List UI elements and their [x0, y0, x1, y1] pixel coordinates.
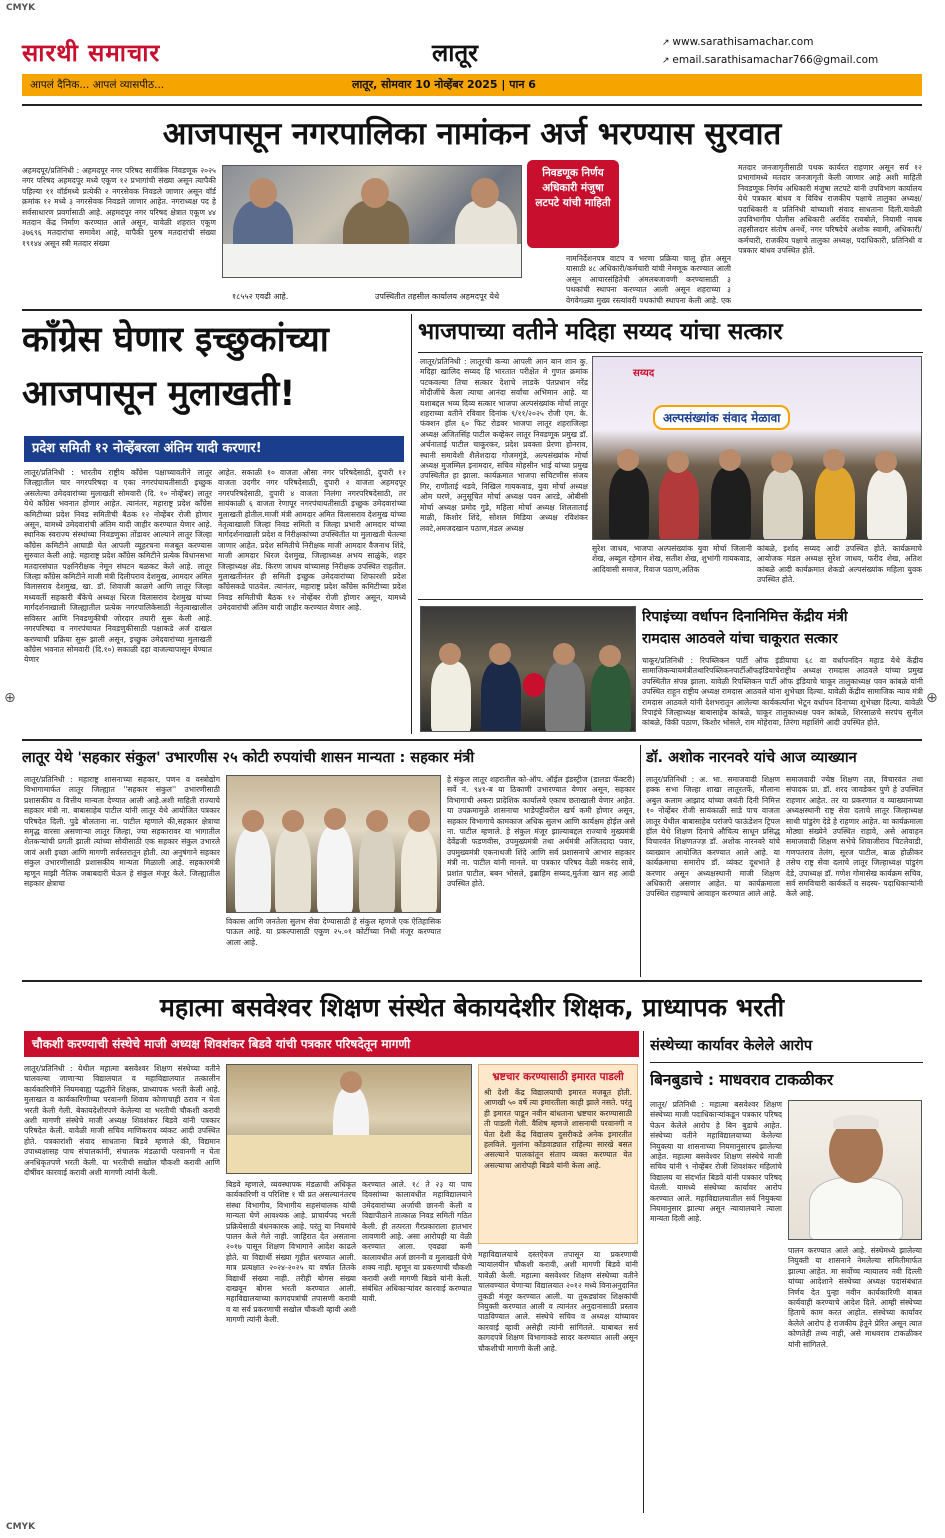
story8-headline-line2: बिनबुडाचे : माधवराव टाकळीकर — [650, 1071, 834, 1089]
story1-column-4: मतदार जनजागृतीसाठी पथक कार्यरत राहणार असून सर्व १२ प्रभागांमध्ये मतदार जनजागृती केली जाणार आहे अशी माहिती निवडणूक निर्णय अधिकारी मंजुषा लटपटे यांनी उपविभाग कार्यालय येथे पत्रकार बांधव व विविध राजकीय पक्षाचे तालुका अध्यक्ष/पदाधिकारी व प्रतिनिधी यांच्याशी संवाद साधताना दिली.यावेळी उपविभागीय पोलीस अधिकारी अरविंद रायबोले, नियामी नायब तहसीलदार संतोष अनर्थे, नगर परिषदेचे अशोक स्वामी, अधिकारी/कर्मचारी, राजकीय पक्षाचे तालुका अध्यक्ष, पदाधिकारी, प्रतिनिधी व पत्रकार बांधव उपस्थित होते. — [738, 163, 922, 256]
story6-body-2: समाजवादी ज्येष्ठ शिक्षण तज्ञ, विचारवंत तथा संपादक प्रा. डॉ. शरद जावडेकर पुणे हे उपस्थित राहणार आहेत. तर या प्रकरणात व व्याख्यानाच्या अध्यक्षस्थानी राष्ट्र सेवा दलाचे लातूर जिल्हाध्यक्ष साथी पांडुरंग देडे हे राहणार आहेत. या कार्यक्रमाला मोठ्या संख्येने उपस्थित राहावे, असे आवाहन समाजवादी शिक्षण सभेचे शिवाजीराव चिटलेवाडी, गणपतराव तेलंग, सूरज पाटील, बाळ होळीकर तसेच राष्ट्र सेवा दलाचे लातूर जिल्हाध्यक्ष पांडुरंग देडे, उपाध्यक्ष डॉ. गणेश गोमासेख कार्यक्रम सचिव, सर्व समविचारी कार्यकर्ते व सदस्य- पदाधिकाऱ्यांनी केले आहे. — [786, 775, 923, 899]
story1-column-3: नामनिर्देशनपत्र वाटप व भरणा प्रक्रिया चालू होत असून यासाठी ४८ अधिकारी/कर्मचारी यांची नेमणूक करण्यात आली असून आचारसंहितेची अंमलबजावणी करण्यासाठी ३ पथकांची स्थापना करण्यात आली असून शहराच्या ३ वेगवेगळ्या मुख्य रस्त्यांवरी पथकांची स्थापना केली आहे. एक — [566, 254, 731, 305]
story2-headline-line2: आजपासून मुलाखती! — [22, 374, 296, 414]
story8-headline-line1: संस्थेच्या कार्यावर केलेले आरोप — [650, 1038, 813, 1054]
story7-column-4: महाविद्यालयाचे दस्तऐवज तपासून या प्रकरणाची न्यायालयीन चौकशी करावी, अशी मागणी बिडवे यांनी यावेळी केली. महात्मा बसवेश्वर शिक्षण संस्थेच्या वतीने चालवण्यात येणाऱ्या विद्यालयात २०१२ मध्ये विनाअनुदानित तुकडी मंजूर करण्यात आली. या तुकड्यांवर शिक्षकांची नियुक्ती करण्यात आली व त्यानंतर अनुदानासाठी प्रस्ताव पाठविण्यात आले. संस्थेचे सचिव व अध्यक्ष यांच्यावर कारवाई व्हावी असेही त्यांनी सांगितले. याबाबत सर्व कागदपत्रे शिक्षण विभागाकडे सादर करण्यात आली असून चौकशीची मागणी केली आहे. — [478, 1250, 638, 1353]
story1-headline: आजपासून नगरपालिका नामांकन अर्ज भरण्यास सुरवात — [162, 116, 782, 152]
cmyk-mark-bottom: CMYK — [6, 1522, 36, 1532]
vertical-divider-mid — [411, 314, 412, 734]
story3-caption-1: सुरेश जाधव, भाजपा अल्पसंख्यांक युवा मोर्चा जिलानी शेख, अब्दुल रहेमान शेख, सतीश शेख, शुभांगी गायकवाड, आदिवासी समाज, रिवाज पठाण,अतिक — [592, 544, 752, 574]
story2-headline-line1: काँग्रेस घेणार इच्छुकांच्या — [22, 320, 329, 360]
story2-column-1: लातूर/प्रतिनिधी : भारतीय राष्ट्रीय काँग्रेस पक्षाच्यावतीने लातूर जिल्ह्यातील चार नगरपरिषदा व एका नगरपंचायतीसाठी इच्छुक असलेल्या उमेदवारांच्या मुलाखती सोमवारी (दि. १० नोव्हेंबर) लातूर येथे काँग्रेस भवनात होणार आहेत. त्यानंतर, महाराष्ट्र प्रदेश काँग्रेस कमिटीच्या प्रदेश निवड समितीची बैठक १२ नोव्हेंबर रोजी होणार असून, यामध्ये उमेदवारांची अंतिम यादी जाहीर करण्यात येणार आहे. स्थानिक स्वराज्य संस्थांच्या निवडणुका तोंडावर आल्याने लातूर जिल्हा काँग्रेस कमिटीने आघाडी घेत आपली व्यूहरचना मजबूत करण्यास सुरुवात केली आहे. महाराष्ट्र प्रदेश काँग्रेस कमिटीने प्रत्येक विधानसभा मतदारसंघात पक्षनिरीक्षक नेमून संघटन बळकट केले आहे. लातूर जिल्हा काँग्रेस कमिटीने माजी मंत्री दिलीपराव देशमुख, आमदार अमित विलासराव देशमुख, खा. डॉ. शिवाजी काळगे आणि लातूर जिल्हा मध्यवर्ती सहकारी बँकेचे अध्यक्ष धिरज विलासराव देशमुख यांच्या मार्गदर्शनाखाली जिल्ह्यातील प्रत्येक नगरपालिकेसाठी नेतृत्वाखालील सविस्तर आणि निवडणुकीची जोरदार तयारी सुरू केली आहे. नगरपरिषदा व नगरपंचायत निवडणुकीसाठी पक्षाकडे अर्ज दाखल करण्याची प्रक्रिया सुरू झाली असून, इच्छुक उमेदवारांच्या मुलाखती काँग्रेस भवनात सोमवारी (दि.१०) सकाळी दहा वाजल्यापासून घेण्यात येणार — [24, 468, 212, 665]
email-text[interactable]: email.sarathisamachar766@gmail.com — [672, 54, 879, 66]
story7-callout — [478, 1064, 638, 1244]
masthead — [22, 36, 922, 98]
registration-mark-right: ⊕ — [926, 690, 938, 706]
story8-portrait — [788, 1100, 922, 1240]
story3-photo — [592, 356, 922, 540]
story4-photo — [420, 606, 636, 732]
story3-caption-2: कांबळे, इर्शाद सय्यद आदी उपस्थित होते. कार्यक्रमाचे आयोजक मंडल अध्यक्ष सुरेश जाधव, फरीद शेख, अतिश कांबळे आदी कार्यक्रमात शेकडो अल्पसंख्यांक महिला युवक उपस्थित होते. — [757, 544, 922, 585]
story3-rule — [418, 352, 923, 353]
story1-rule — [22, 309, 922, 311]
story3-body: लातूर/प्रतिनिधी : लातूरची कन्या आपली आन बान शान कु. मदिहा खालिद सय्यद हि भारतात परीक्षेत मे गुणत क्रमांक पटकवल्या तिचा सत्कार देशाचे लाडके पंतप्रधान नरेंद्र मोदीजींचे केला त्याचा आनंदा सर्वांचा अभिमान आहे. या यशाबद्दल भव्य दिव्य सत्कार भाजपा अल्पसंख्यांक मोर्चा लातूर शहराच्या वतीने रविवार दिनांक ९/११/२०२५ रोजी एम. के. फंक्शन हॉल ६० फिट रोडवर भाजपा लातूर शहराजिल्हा अध्यक्ष अजितसिंह पाटील कव्हेकर लातूर निवडणूक प्रमुख डॉ. अर्चनाताई पाटील चाकूरकर, प्रदेश प्रवक्ता प्रेरणा होनराव, स्थानी समावेशी शैलेशदादा गोजमगुंडे, अल्पसंख्यांक मोर्चा अध्यक्ष मुजम्मिल इनामदार, सचिव मोहसीन भाई यांच्या प्रमुख उपस्थितीत हा झाला. कार्यक्रमात भाजपा सचिटणीस संजय गिर, राणीताई थडवे, निखिल गायकवाड, युवा मोर्चा अध्यक्ष ओम घरणे, अनुसूचित मोर्चा अध्यक्ष पवन आरडे, ओबीसी मोर्चा अध्यक्ष प्रमोद गुडे, महिला मोर्चा अध्यक्ष शिलताताई माळी, किशोर शिंदे, सोशल मिडिया अध्यक्ष रविशंकर लवटे,अमजदखान पठाण,मंडल अध्यक्ष — [420, 357, 588, 533]
story8-body-2: पालन करण्यात आले आहे. संस्थेमध्ये झालेल्या नियुक्ती या शासनाने नेमलेल्या समितीमार्फत झाल्या आहेत. मा सर्वोच्च न्यायालय नवी दिल्ली यांच्या आदेशाने संस्थेच्या अध्यक्ष पदासंबंधात निर्णय देत पुन्हा नवीन कार्यकारिणी बाबत कार्यवाही करण्याचे आदेश दिले. आम्ही संस्थेच्या हिताचे काम करत आहोत. संस्थेच्या कार्यावर केलेले आरोप हे राजकीय हेतूने प्रेरित असून त्यात कोणतेही तथ्य नाही, असे माधवराव टाकळीकर यांनी सांगितले. — [788, 1246, 922, 1349]
story6-headline: डॉ. अशोक नारनवरे यांचे आज व्याख्यान — [646, 750, 857, 766]
story5-photo — [226, 775, 441, 913]
story1-column-1: अहमदपूर/प्रतिनिधी : अहमदपूर नगर परिषद सार्वत्रिक निवडणूक २०२५ नगर परिषद अहमदपूर मध्ये एकूण १२ प्रभागांची संख्या असून त्यापैकी पहिल्या ११ वॉर्डमध्ये प्रत्येकी २ नगरसेवक निवडले जाणार असून वॉर्ड क्रमांक १२ मध्ये ३ नगरसेवक निवडले जाणार आहेत. नगराध्यक्ष पद हे सर्वसाधारण प्रवर्गासाठी आहे. अहमदपूर नगर परिषद क्षेत्रात एकूण ४४ मतदान केंद्र निर्माण करण्यात आले असून, यावेळी शहरात एकूण ३७६९६ मतदारांचा समावेश आहे, यापैकी पुरुष मतदारांची संख्या १९१४४ असून स्त्री मतदार संख्या — [22, 166, 216, 248]
masthead-rule — [22, 104, 922, 106]
story3-banner-top: सय्यद — [633, 368, 655, 379]
globe-icon: ↗ — [662, 38, 673, 48]
vertical-divider-bottom — [643, 1031, 644, 1513]
story2-subhead: प्रदेश समिती १२ नोव्हेंबरला अंतिम यादी करणार! — [24, 436, 404, 462]
registration-mark-left: ⊕ — [4, 690, 16, 706]
story3-bottom-rule — [418, 599, 923, 600]
website-row — [662, 36, 813, 48]
story7-subhead: चौकशी करण्याची संस्थेचे माजी अध्यक्ष शिवशंकर बिडवे यांची पत्रकार परिषदेतून मागणी — [24, 1031, 639, 1057]
story2-bottom-rule — [22, 739, 922, 741]
story5-headline: लातूर येथे 'सहकार संकुल' उभारणीस २५ कोटी रुपयांची शासन मान्यता : सहकार मंत्री — [22, 750, 475, 766]
tagline: आपलं दैनिक... आपलं व्यासपीठ... — [30, 79, 165, 91]
story8-rule — [650, 1062, 923, 1063]
edition-title: लातूर — [432, 39, 478, 67]
dateline: लातूर, सोमवार 10 नोव्हेंबर 2025 | पान 6 — [352, 78, 536, 91]
story4-headline-line2: रामदास आठवले यांचा चाकूरात सत्कार — [642, 631, 838, 647]
story7-callout-body: श्री देशी केंद्र विद्यालयाची इमारत मजबूत होती. आणखी ५० वर्षे त्या इमारतीला काही झाले नसते. परंतु ही इमारत पाडून नवीन बांधताना भ्रष्टचार करण्यासाठी ती पाडली गेली. वैशिष म्हणजे शासनाची परवानगी न घेता देशी केंद्र विद्यालय दुसरीकडे अनेक इमारतीत हलविले. मुलांना कोंडवाड्यात राहिल्या सारखे बसत असल्याने पालकांतून संताप व्यक्त करण्यात येत असल्याचा आरोपही बिडवे यांनी केला आहे. — [484, 1088, 632, 1170]
vertical-divider-lower — [640, 745, 641, 977]
story1-caption-right: उपस्थितीत तहसील कार्यालय अहमदपूर येथे — [375, 292, 500, 301]
story5-column-1: लातूर/प्रतिनिधी : महाराष्ट्र शासनाच्या सहकार, पणन व वस्त्रोद्योग विभागामार्फत लातूर जिल्ह्यात ''सहकार संकुल'' उभारणीसाठी प्रशासकीय व वित्तीय मान्यता देण्यात आली आहे.अशी माहिती राज्याचे सहकार मंत्री ना. बाबासाहेब पाटील यांनी लातूर येथे आयोजित पत्रकार परिषदेत दिली. पुढे बोलताना ना. पाटील म्हणाले की,सहकार क्षेत्राचा समृद्ध वारसा असणाऱ्या लातूर जिल्हा, ज्या सहकारावर या भागातील शेतकऱ्यांची प्रगती झाली त्यांच्या सोयीसाठी एक सहकार संकुल उभारले जावं अशी इच्छा आणि मागणी सर्वस्तरातून होती. त्या अनुषंगाने सहकार संकुल उभारणीसाठी प्रशासकीय मान्यता मिळाली आहे. सहकारमंत्री म्हणून माझी नैतिक जबाबदारी घेऊन हे संकुल मंजूर केले. जिल्ह्यातील सहकार क्षेत्राचा — [24, 775, 220, 889]
story7-photo — [226, 1064, 472, 1174]
story5-bottom-rule — [22, 980, 922, 982]
email-icon: ↗ — [662, 56, 673, 66]
story4-headline-line1: रिपाइंच्या वर्धापन दिनानिमित्त केंद्रीय मंत्री — [642, 609, 848, 625]
email-row — [662, 54, 878, 66]
story5-column-3: हे संकुल लातूर शहरातील को-ऑप. ऑईल इंडस्ट्रीज (डालडा फॅक्टरी) सर्वे नं. ९४१-ब या ठिकाणी उभारण्यात येणार असून, सहकार विभागाची अकरा प्रादेशिक कार्यालये एकाच छताखाली येणार आहेत. या उपक्रमामुळे शासनाचा भाडेपट्टीवरील खर्च कमी होणार असून, सहकार विभागाचे कामकाज अधिक सुलभ आणि कार्यक्षम होईल असे ना. पाटील म्हणाले. हे संकुल मंजूर झाल्याबद्दल राज्याचे मुख्यमंत्री देवेंद्रजी फडणवीस, उपमुख्यमंत्री तथा अर्थमंत्री अजितदादा पवार, उपमुख्यमंत्री एकनाथजी शिंदे आणि सर्व प्रशासनाचे आभार सहकार मंत्री ना. पाटील यांनी मानले. या पत्रकार परिषद वेळी मकरंद सावे, प्रशांत पाटील, बबन भोसले, इब्राहिम सय्यद,मुर्तजा खान सह आदी उपस्थित होते. — [447, 775, 635, 889]
story7-column-2: बिडवे म्हणाले, व्यवस्थापक मंडळाची अधिकृत कार्यकारिणी व परिशिष्ट १ ची प्रत असल्यानंतरच संस्था विभागीय, विभागीय सहसंचालक यांची मान्यता घेणे आवश्यक आहे. प्राचार्यपद भरती प्रक्रियेसाठी बंधनकारक आहे. परंतु या नियमांचे पालन केले गेले नाही. जाहिरात देत असताना २०१७ पासून शिक्षण विभागाने आदेश काढले होते. या विद्यार्थी संख्या गृहीत धरण्यात आली. मात्र प्रत्यक्षात २०२४-२०२५ या वर्षात तितके विद्यार्थी संख्या नाही. तरीही बोगस संख्या दाखवून बोगस भरती करण्यात आली. महाविद्यालयाच्या कागदपत्रांची तपासणी करावी व या सर्व प्रकरणाची सखोल चौकशी व्हावी अशी मागणी त्यांनी केली. — [226, 1180, 356, 1325]
story8-body-1: लातूर/ प्रतिनिधी : महात्मा बसवेश्वर शिक्षण संस्थेच्या माजी पदाधिकाऱ्यांकडून पत्रकार परिषद घेऊन केलेले आरोप हे बिन बुडाचे आहेत. संस्थेच्या वतीने महाविद्यालयाच्या केलेल्या नियुक्त्या या शासनाच्या नियमानुसारच झालेल्या आहेत. महात्मा बसवेश्वर शिक्षण संस्थेचे माजी सचिव यांनी ९ नोव्हेंबर रोजी शिवशंकर महिलांचे विद्यालय या संदर्भात बिडवे यांनी पत्रकार परिषद घेतली. यामध्ये संस्थेच्या कार्यावर आरोप करण्यात आले. महाविद्यालयातील सर्व नियुक्त्या नियमानुसार झाल्या असून न्यायालयाने त्याला मान्यता दिली आहे. — [650, 1100, 782, 1224]
cmyk-mark-top: CMYK — [6, 3, 36, 13]
story7-column-3: करण्यात आले. १८ ते २३ या पाच दिवसांच्या कालावधीत महाविद्यालयाने उमेदवारांच्या अर्जाची छाननी केली व विद्यापीठाने तात्काळ निवड समिती गठित केली. ही तत्परता गैरप्रकाराला हातभार लावणारी आहे. असा आरोपही या वेळी करण्यात आला. एवढ्या कमी कालावधीत अर्ज छाननी व मुलाखती घेणे शक्य नाही. म्हणून या प्रकरणाची चौकशी करावी अशी मागणी बिडवे यांनी केली. संबंधित अधिकाऱ्यांवर कारवाई करण्यात यावी. — [362, 1180, 472, 1304]
website-text[interactable]: www.sarathisamachar.com — [672, 36, 814, 48]
story4-body: चाकूर/प्रतिनिधी : रिपब्लिकन पार्टी ऑफ इंडीयाचा ६८ वा वर्धापनदिन महाड येथे केंद्रीय सामाजिकन्यायमंत्रीतथारिपब्लिकनपार्टीऑफइंडियाचेराष्ट्रीय अध्यक्ष रामदास आठवले यांच्या प्रमुख उपस्थितीत संपन्न झाला. यावेळी रिपब्लिकन पार्टी ऑफ इंडियाचे चाकूर तालुकाध्यक्ष पवन कांबळे यांनी उपस्थित राहून राष्ट्रीय अध्यक्ष रामदास आठवले यांना शुभेच्छा दिल्या. यावेळी केंद्रीय सामाजिक न्याय मंत्री रामदास आठवले यांनी देशभरातून आलेल्या कार्यकर्त्यांना भेटून वर्धापन दिनाच्या शुभेच्छा दिल्या. यावेळी रिपाइंचे जिल्हाध्यक्ष बाबासाहेब कांबळे, चाकूर तालुकाध्यक्ष पवन कांबळे, शिरसाळचे सरपंच सुनील कांबळे, विकी पठाण, किशोर भोसले, राम मोहेरावा, तिरंगा महाशिंगे आदी उपस्थित होते. — [642, 656, 923, 728]
story1-callout-text: निवडणूक निर्णय अधिकारी मंजुषा लटपटे यांची माहिती — [535, 167, 611, 209]
story6-body: लातूर/प्रतिनिधी : अ. भा. समाजवादी शिक्षण हक्क सभा जिल्हा शाखा लातूरतर्फे, मौलाना अबुल कलाम आझाद यांच्या जयंती दिनी निमित्त १० नोव्हेंबर रोजी सायंकाळी साडे पाच वाजता लातूर येथील बाबासाहेब परांजपे फाऊंडेशन ट्रिपल हॉल येथे शिक्षण दिनाचे औचित्य साधून प्रसिद्ध विचारवंत शिक्षणतज्ज्ञ डॉ. अशोक नारनवरे यांचे व्याख्यान आयोजित करण्यात आले आहे. या कार्यक्रमाचा समारोप डॉ. व्यंकट दूधभाते हे करणार असून अध्यक्षस्थानी माजी शिक्षण अधिकारी असणार आहेत. या कार्यक्रमाला उपस्थित राहण्याचे आवाहन करण्यात आले आहे. — [646, 775, 780, 899]
story1-caption-left: १८५५२ एवढी आहे. — [232, 292, 289, 301]
story5-photo-caption: विकास आणि जनतेला सुलभ सेवा देण्यासाठी हे संकुल म्हणजे एक ऐतिहासिक पाऊल आहे. या प्रकल्पासाठी एकूण २५.०१ कोटींच्या निधी मंजूर करण्यात आला आहे. — [226, 917, 441, 947]
story3-banner: अल्पसंख्यांक संवाद मेळावा — [653, 405, 790, 430]
story1-photo — [222, 165, 522, 278]
story7-callout-title: भ्रष्टचार करण्यासाठी इमारत पाडली — [492, 1071, 624, 1083]
story3-headline: भाजपाच्या वतीने मदिहा सय्यद यांचा सत्कार — [418, 319, 783, 345]
story1-callout — [527, 160, 619, 248]
story2-column-2: आहेत. सकाळी १० वाजता औसा नगर परिषदेसाठी, दुपारी १२ वाजता उदगीर नगर परिषदेसाठी, दुपारी २ वाजता अहमदपूर नगरपरिषदेसाठी, दुपारी ४ वाजता निलंगा नगरपरिषदेसाठी, तर सायंकाळी ६ वाजता रेणापूर नगरपंचायतीसाठी इच्छुक उमेदवारांच्या मुलाखती होतील.माजी मंत्री आमदार अमित विलासराव देशमुख यांच्या नेतृत्वाखाली जिल्हा निवड समिती व जिल्हा प्रभारी आमदार यांच्या मार्गदर्शनाखाली प्रदेश व निरीक्षकांच्या उपस्थितीत या मुलाखती घेतल्या जाणार आहेत. प्रदेश समितीचे निरीक्षक माजी आमदार वैजनाथ शिंदे, माजी आमदार धिरज देशमुख, जिल्हाध्यक्ष अभय साळुंके, शहर जिल्हाध्यक्ष ॲड. किरण जाधव यांच्यासह निरीक्षक उपस्थित राहतील. मुलाखतीनंतर ही समिती इच्छुक उमेदवारांच्या शिफारशी प्रदेश काँग्रेसकडे पाठवेल. त्यानंतर, महाराष्ट्र प्रदेश काँग्रेस कमिटीच्या प्रदेश निवड समितीची बैठक १२ नोव्हेंबर रोजी होणार असून, यामध्ये उमेदवारांची अंतिम यादी जाहीर करण्यात येणार आहे. — [218, 468, 406, 613]
paper-name: सारथी समाचार — [22, 39, 161, 67]
story1-column-3-top — [622, 163, 730, 251]
story7-headline: महात्मा बसवेश्वर शिक्षण संस्थेत बेकायदेशीर शिक्षक, प्राध्यापक भरती — [159, 993, 785, 1022]
story7-column-1: लातूर/प्रतिनिधी : येथील महात्मा बसवेश्वर शिक्षण संस्थेच्या वतीने चालवल्या जाणाऱ्या विद्यालयात व महाविद्यालयात तत्कालीन कार्यकारिणीने नियमबाह्य पद्धतीने शिक्षक, प्राध्यापक भरती केली आहे. मुलाखत व कार्यकारिणीच्या परवानगी शिवाय कोणाचाही ठराव न घेता भरती केली गेली. बेकायदेशीरपणे केलेल्या या भरतीची चौकशी करावी अशी मागणी संस्थेचे माजी अध्यक्ष शिवशंकर बिडवे यांनी पत्रकार परिषदेत केली. यावेळी माजी सचिव माणिकराव व्यंकट आदी उपस्थित होते. पत्रकारांशी संवाद साधताना बिडवे म्हणाले की, विद्यमान उपाध्यक्षासह पाच संचालकांनी, संचालक मंडळाची परवानगी न घेता अनधिकृतपणे भरती केली. या भरतीची सखोल चौकशी करावी आणि दोषींवर कारवाई करावी अशी मागणी त्यांनी केली. — [24, 1064, 220, 1178]
